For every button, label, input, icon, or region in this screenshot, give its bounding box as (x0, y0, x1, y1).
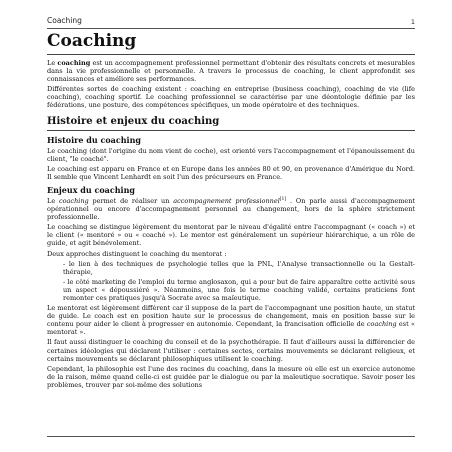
list-item: - le côté marketing de l'emploi du terme anglosaxon, qui a pour but de faire apparaître cette activité sous un aspect « dépoussiéré ». Néanmoins, une fois le terme coaching validé, certains praticiens font remonter ces pratiques jusqu'à Socrate avec sa maïeutique. (63, 277, 415, 302)
running-title: Coaching (47, 16, 82, 25)
page-content (47, 32, 415, 391)
footer-rule (47, 436, 415, 438)
section-heading-histoire-enjeux: Histoire et enjeux du coaching (47, 116, 415, 131)
list-item: - le lien à des techniques de psychologie telles que la PNL, l'Analyse transactionnelle ou la Gestalt-thérapie, (63, 259, 415, 276)
coaching-term: coaching (57, 59, 91, 67)
page-number: 1 (410, 18, 415, 26)
subsection-heading-enjeux: Enjeux du coaching (47, 184, 135, 195)
histoire-paragraph-1: Le coaching (dont l'origine du nom vient de coche), est orienté vers l'accompagnement et l'épanouissement du client, "le coaché". (47, 146, 415, 163)
enjeux-paragraph-4: Le mentorat est légèrement différent car il suppose de la part de l'accompagnant une position haute, un statut de guide. Le coach est en position haute sur le processus de changement, mais en position basse sur le contenu pour aider le client à progresser en autonomie. Cependant, la francisation officielle de coaching est « mentorat ». (47, 304, 416, 337)
enjeux-paragraph-2: Le coaching se distingue légèrement du mentorat par le niveau d'égalité entre l'accompagnant (« coach ») et le client (« mentoré » ou « coaché »). Le mentor est généralement un supérieur hiérarchique, a un rôle de guide, et agit bénévolement. (47, 223, 415, 248)
enjeux-paragraph-6: Cependant, la philosophie est l'une des racines du coaching, dans la mesure où elle est un exercice autonome de la raison, même quand celle-ci est guidée par le dialogue ou par la maïeutique socratique. Savoir poser les problèmes, trouver par soi-même des solutions (47, 364, 415, 389)
histoire-paragraph-2: Le coaching est apparu en France et en Europe dans les années 80 et 90, en provenance d'Amérique du Nord. Il semble que Vincent Lenhardt en soit l'un des précurseurs en France. (47, 164, 415, 181)
enjeux-paragraph-3: Deux approches distinguent le coaching du mentorat : (47, 249, 227, 258)
enjeux-paragraph-1: Le coaching permet de réaliser un accompagnement professionnel[1] . On parle aussi d'accompagnement opérationnel ou encore d'accompagnement personnel au changement, hors de la sphère strictement professionnelle. (47, 196, 416, 222)
intro-paragraph-2: Différentes sortes de coaching existent : coaching en entreprise (business coaching), coaching de vie (life coaching), coaching sportif. Le coaching professionnel se caractérise par une déontologie définie par les fédérations, une posture, des compétences spécifiques, un mode opératoire et des techniques. (47, 85, 415, 110)
running-header (47, 15, 415, 29)
subsection-heading-histoire: Histoire du coaching (47, 134, 141, 145)
page-title: Coaching (47, 32, 415, 55)
footnote-link[interactable]: [1] (279, 196, 287, 202)
enjeux-paragraph-5: Il faut aussi distinguer le coaching du conseil et de la psychothérapie. Il faut d'ailleurs aussi la différencier de certaines idéologies qui déclarent l'utiliser : certaines sectes, certains mouvements se déclarant religieux, et certains mouvements se déclarant philosophiques utilisent le coaching. (47, 338, 415, 363)
intro-paragraph-1: Le coaching est un accompagnement professionnel permettant d'obtenir des résultats concrets et mesurables dans la vie professionnelle et personnelle. A travers le processus de coaching, le client approfondit ses connaissances et améliore ses performances. (47, 59, 416, 84)
